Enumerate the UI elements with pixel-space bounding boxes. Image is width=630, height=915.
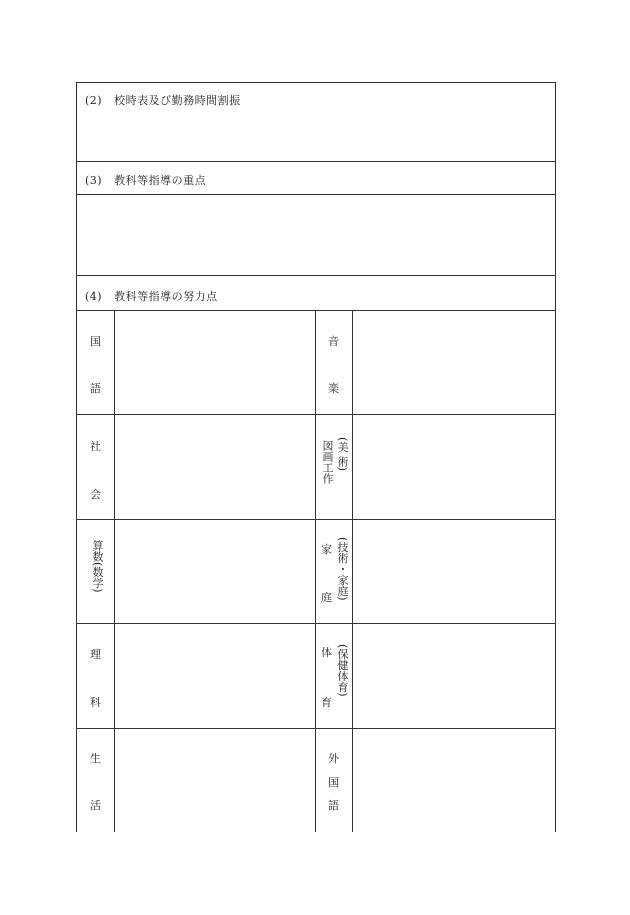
section-3-heading xyxy=(85,172,206,188)
subject-rika-1: 理 xyxy=(90,648,102,661)
subject-taiiku-sub: (保健体育) xyxy=(336,644,349,697)
subject-gaikokugo-2: 国 xyxy=(328,776,340,789)
subject-shakai-1: 社 xyxy=(90,440,102,453)
grid-col-2 xyxy=(315,310,316,832)
cell-gaikokugo[interactable] xyxy=(353,729,554,831)
cell-zuga[interactable] xyxy=(353,415,554,518)
cell-taiiku[interactable] xyxy=(353,624,554,727)
section-3-number: (3) xyxy=(85,174,103,187)
cell-kokugo[interactable] xyxy=(115,311,314,413)
section-2-number: (2) xyxy=(85,94,103,107)
subject-katei-sub: (技術・家庭) xyxy=(336,537,349,601)
subject-kokugo-2: 語 xyxy=(90,382,102,395)
subject-seikatsu-1: 生 xyxy=(90,752,102,765)
subject-katei-bottom: 庭 xyxy=(321,591,333,604)
subject-rika-2: 科 xyxy=(90,696,102,709)
section-4-title: 教科等指導の努力点 xyxy=(114,290,218,303)
subject-gaikokugo-1: 外 xyxy=(328,752,340,765)
cell-ongaku[interactable] xyxy=(353,311,554,413)
subject-ongaku-1: 音 xyxy=(328,335,340,348)
section-2-title: 校時表及び勤務時間割振 xyxy=(114,94,241,107)
divider-1 xyxy=(76,161,556,162)
subject-shakai-2: 会 xyxy=(90,488,102,501)
cell-seikatsu[interactable] xyxy=(115,729,314,831)
cell-shakai[interactable] xyxy=(115,415,314,518)
section-2-heading xyxy=(85,92,241,108)
cell-rika[interactable] xyxy=(115,624,314,727)
subject-taiiku-bottom: 育 xyxy=(321,696,333,709)
section-2-content[interactable] xyxy=(77,110,555,160)
subject-katei-top: 家 xyxy=(321,543,333,556)
section-4-heading xyxy=(85,288,218,304)
subject-sansu: 算数(数学) xyxy=(91,540,104,593)
divider-3 xyxy=(76,275,556,276)
subject-seikatsu-2: 活 xyxy=(90,799,102,812)
cell-katei[interactable] xyxy=(353,520,554,622)
section-4-number: (4) xyxy=(85,290,103,303)
border-top xyxy=(76,82,556,83)
cell-sansu[interactable] xyxy=(115,520,314,622)
subject-ongaku-2: 楽 xyxy=(328,382,340,395)
subject-zuga-main: 図画工作 xyxy=(321,440,334,484)
subject-taiiku-top: 体 xyxy=(321,646,333,659)
subject-kokugo-1: 国 xyxy=(90,335,102,348)
section-3-title: 教科等指導の重点 xyxy=(114,174,207,187)
subject-gaikokugo-3: 語 xyxy=(328,799,340,812)
subject-zuga-sub: (美 術) xyxy=(336,437,349,472)
section-3-content[interactable] xyxy=(77,195,555,274)
